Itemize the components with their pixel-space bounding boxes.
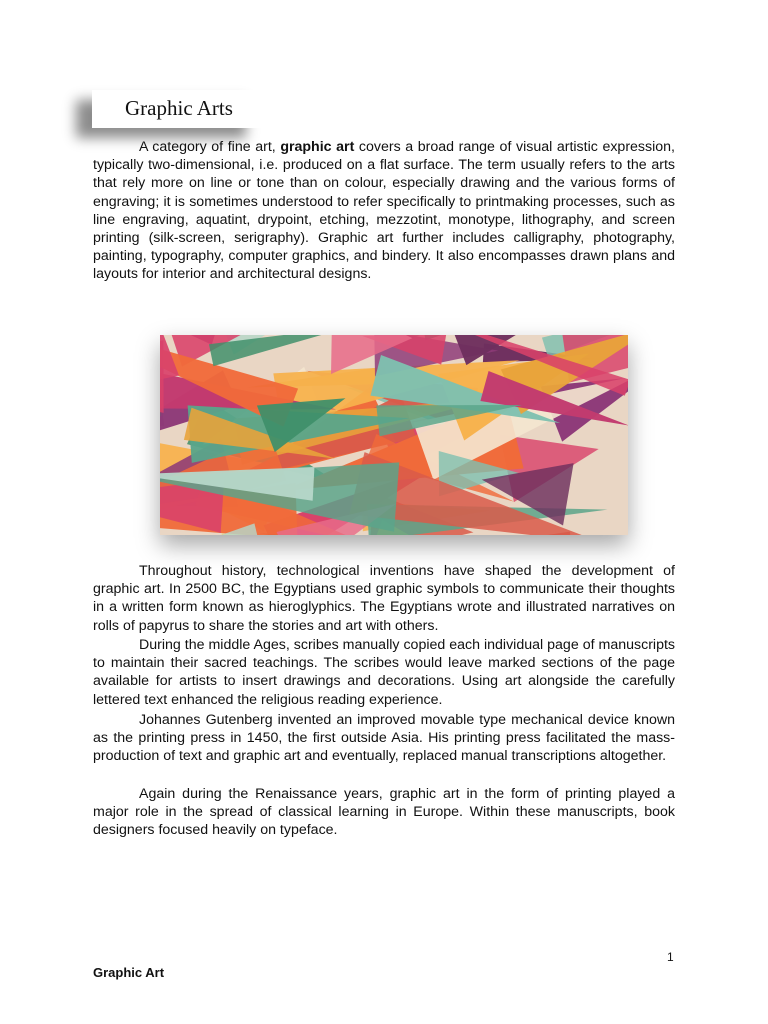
gutenberg-paragraph: Johannes Gutenberg invented an improved movable type mechanical device known as the printing press in 1450, the first outside Asia. His printing press facilitated the mass-production of text and graphic art and eventually, replaced manual transcriptions altogether.: [93, 712, 675, 765]
document-title: Graphic Arts: [125, 96, 233, 120]
history-paragraph: Throughout history, technological inventions have shaped the development of graphic art. In 2500 BC, the Egyptians used graphic symbols to communicate their thoughts in a written form known as hieroglyphics. The Egyptians wrote and illustrated narratives on rolls of papyrus to share the stories and art with others.: [93, 563, 675, 634]
middle-ages-paragraph: During the middle Ages, scribes manually copied each individual page of manuscripts to maintain their sacred teachings. The scribes would leave marked sections of the page available for artists to insert drawings and decorations. Using art alongside the carefully lettered text enhanced the religious reading experience.: [93, 637, 675, 708]
intro-text-before: A category of fine art,: [139, 139, 281, 155]
footer-label: Graphic Art: [93, 965, 165, 980]
intro-text-after: covers a broad range of visual artistic expression, typically two-dimensional, i.e. produced on a flat surface. The term usually refers to the arts that rely more on line or tone than on colour, especially drawing and the various forms of engraving; it is sometimes understood to refer specifically to printmaking processes, such as line engraving, aquatint, drypoint, etching, mezzotint, monotype, lithography, and screen printing (silk-screen, serigraphy). Graphic art further includes calligraphy, photography, painting, typography, computer graphics, and bindery. It also encompasses drawn plans and layouts for interior and architectural designs.: [93, 139, 675, 283]
abstract-shards-illustration: [160, 335, 628, 535]
page-number: 1: [667, 950, 674, 964]
intro-bold-term: graphic art: [280, 139, 355, 155]
renaissance-paragraph: Again during the Renaissance years, graphic art in the form of printing played a major role in the spread of classical learning in Europe. Within these manuscripts, book designers focused heavily on typeface.: [93, 786, 675, 839]
intro-paragraph: [93, 138, 675, 284]
abstract-shards-image: [160, 335, 628, 535]
